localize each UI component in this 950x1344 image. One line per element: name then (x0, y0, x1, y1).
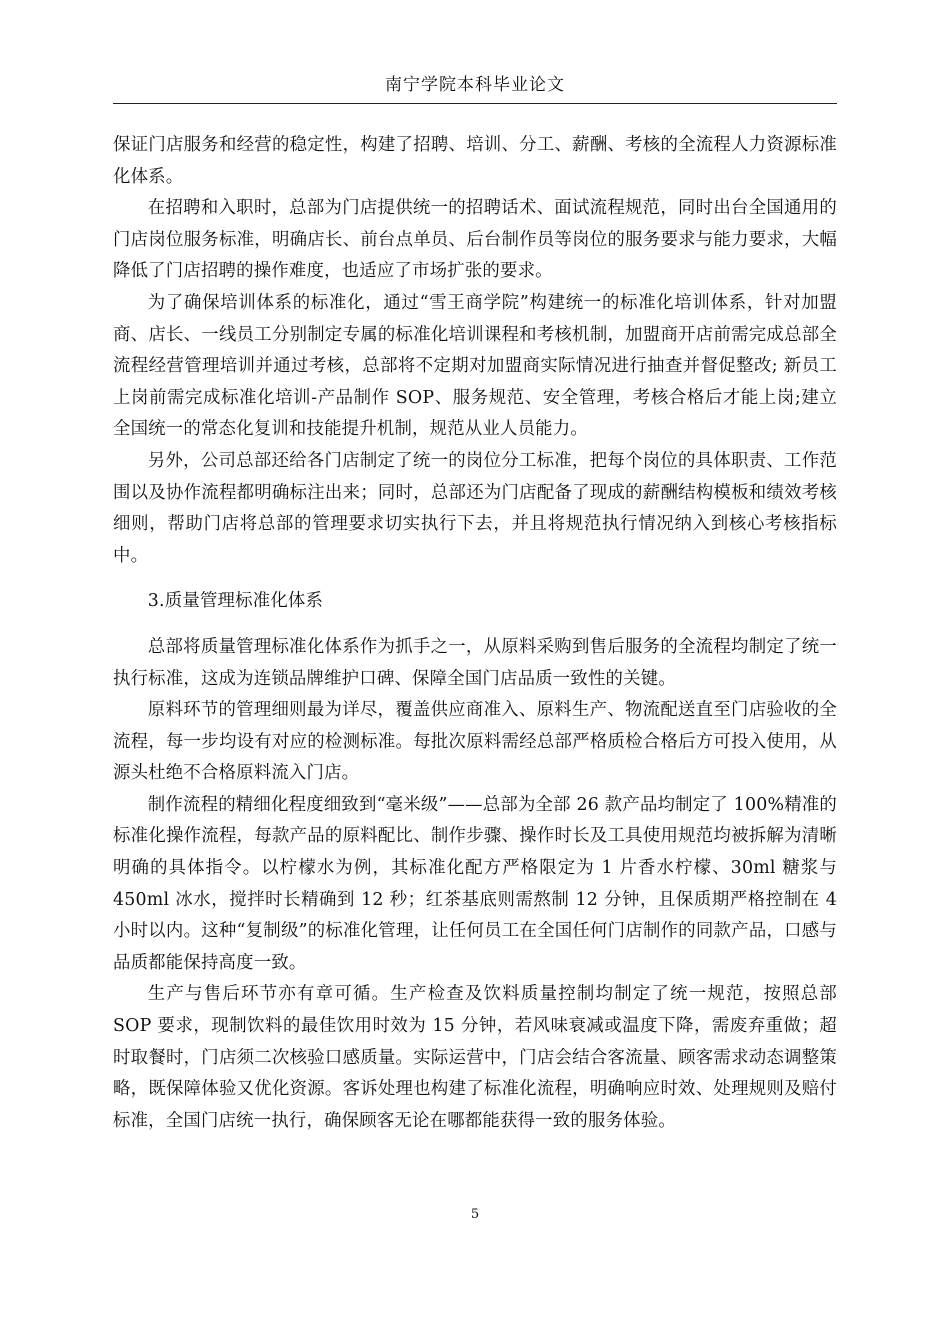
paragraph-recruitment: 在招聘和入职时，总部为门店提供统一的招聘话术、面试流程规范，同时出台全国通用的门店岗位服务标准，明确店长、前台点单员、后台制作员等岗位的服务要求与能力要求，大幅降低了门店招聘的操作难度，也适应了市场扩张的要求。 (113, 198, 837, 282)
paragraph-quality: 总部将质量管理标准化体系作为抓手之一，从原料采购到售后服务的全流程均制定了统一执行标准，这成为连锁品牌维护口碑、保障全国门店品质一致性的关键。 (113, 636, 837, 689)
paragraph-process: 制作流程的精细化程度细致到“毫米级”——总部为全部 26 款产品均制定了 100%精准的标准化操作流程，每款产品的原料配比、制作步骤、操作时长及工具使用规范均被拆解为清晰明确的具体指令。以柠檬水为例，其标准化配方严格限定为 1 片香水柠檬、30ml 糖浆与 450ml 冰水，搅拌时长精确到 12 秒；红茶基底则需熬制 12 分钟，且保质期严格控制在 4 小时以内。这种“复制级”的标准化管理，让任何员工在全国任何门店制作的同款产品，口感与品质都能保持高度一致。 (113, 794, 837, 973)
header-divider (113, 103, 837, 104)
body-text (113, 130, 837, 1137)
paragraph-continued: 保证门店服务和经营的稳定性，构建了招聘、培训、分工、薪酬、考核的全流程人力资源标准化体系。 (113, 135, 837, 187)
paragraph-division: 另外，公司总部还给各门店制定了统一的岗位分工标准，把每个岗位的具体职责、工作范围以及协作流程都明确标注出来；同时，总部还为门店配备了现成的薪酬结构模板和绩效考核细则，帮助门店将总部的管理要求切实执行下去，并且将规范执行情况纳入到核心考核指标中。 (113, 450, 837, 566)
paragraph-material: 原料环节的管理细则最为详尽，覆盖供应商准入、原料生产、物流配送直至门店验收的全流程，每一步均设有对应的检测标准。每批次原料需经总部严格质检合格后方可投入使用，从源头杜绝不合格原料流入门店。 (113, 700, 837, 784)
paragraph-training: 为了确保培训体系的标准化，通过“雪王商学院”构建统一的标准化培训体系，针对加盟商、店长、一线员工分别制定专属的标准化培训课程和考核机制，加盟商开店前需完成总部全流程经营管理培训并通过考核，总部将不定期对加盟商实际情况进行抽查并督促整改; 新员工上岗前需完成标准化培训-产品制作 SOP、服务规范、安全管理，考核合格后才能上岗;建立全国统一的常态化复训和技能提升机制，规范从业人员能力。 (113, 292, 837, 440)
page-number: 5 (470, 1207, 480, 1222)
running-header: 南宁学院本科毕业论文 (385, 75, 565, 95)
section-heading: 3.质量管理标准化体系 (147, 591, 324, 612)
paragraph-production: 生产与售后环节亦有章可循。生产检查及饮料质量控制均制定了统一规范，按照总部 SOP 要求，现制饮料的最佳饮用时效为 15 分钟，若风味衰减或温度下降，需废弃重做；超时取餐时，门店须二次核验口感质量。实际运营中，门店会结合客流量、顾客需求动态调整策略，既保障体验又优化资源。客诉处理也构建了标准化流程，明确响应时效、处理规则及赔付标准，全国门店统一执行，确保顾客无论在哪都能获得一致的服务体验。 (113, 984, 837, 1131)
